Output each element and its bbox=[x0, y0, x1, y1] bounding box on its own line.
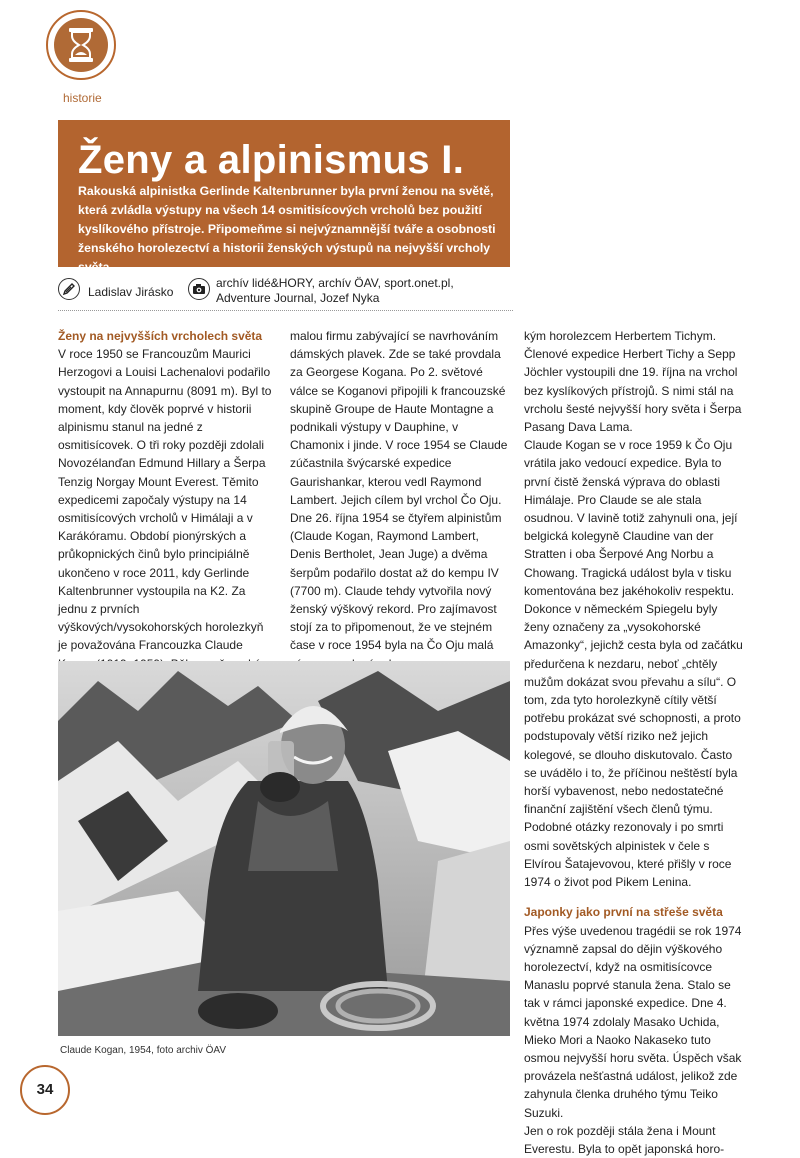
column-1 bbox=[58, 327, 276, 709]
article-header bbox=[58, 120, 510, 274]
column-1-text: V roce 1950 se Francouzům Maurici Herzogovi a Louisi Lachenalovi podařilo vystoupit na Annapurnu (8091 m). Byl to moment, kdy člověk poprvé v historii alpinismu stanul na jedné z osmitisícovek. O tři roky později zdolali Novozélanďan Edmund Hillary a Šerpa Tenzig Norgay Mount Everest. Těmito expedicemi započaly výstupy na 14 osmitisícových vrcholů v Himálaji a v Karákóramu. Období pionýrských a průkopnických činů bylo principiálně ukončeno v roce 2011, kdy Gerlinde Kaltenbrunner vystoupila na K2. Za jednu z prvních výškových/vysokohorských horolezkyň je považována Francouzka Claude bbox=[58, 347, 272, 653]
author-icon-badge bbox=[58, 278, 80, 300]
column-3-paragraph-2: Claude Kogan se v roce 1959 k Čo Oju vrátila jako vedoucí expedice. Byla to první čistě ženská výprava do oblasti Himálaje. Pro Claude se ale stala osudnou. V lavině totiž zahynuli ona, její belgická kolegyně Claudine van der Stratten i oba Šerpové Ang Norbu a Chowang. Tragická událost byla v tisku komentována bez jakéhokoliv respektu. Dokonce v německém Spiegelu byly ženy označeny za „vysokohorské Amazonky“, jejichž cesta byla od začátku předurčena k nezdaru, neboť „chtěly mužům dokázat svou převahu a sílu“. O tom, zda tyto horolezkyně cítily větší potřebu prokázat své schopnosti, a proto podstupovaly větší riziko než jejich kolegové, se dlouho diskutovalo. Často se uvádělo i to, že příčinou neštěstí byla horší vybavenost, nebo nedostatečné finanční zajištění všech členů týmu. Podobné otázky rezonovaly i po smrti osmi sovětských alpinistek v čele s Elvírou Šatajevovou, které přišly v roce 1974 o život pod Pikem Lenina. bbox=[524, 438, 743, 890]
section-label: historie bbox=[63, 91, 102, 105]
photo-illustration bbox=[58, 661, 510, 1036]
column-2 bbox=[290, 327, 510, 673]
credits-divider bbox=[58, 310, 513, 311]
column-3-paragraph-1: kým horolezcem Herbertem Tichym. Členové expedice Herbert Tichy a Sepp Jöchler vystoupili dne 19. října na vrchol bez kyslíkových přístrojů. S nimi stál na vrcholu šesté nejvyšší hory světa i Šerpa Pasang Dava Lama. bbox=[524, 329, 742, 435]
camera-icon bbox=[192, 282, 206, 296]
page-number-badge bbox=[20, 1065, 70, 1115]
section-badge bbox=[46, 10, 116, 80]
photo-caption: Claude Kogan, 1954, foto archiv ÖAV bbox=[60, 1045, 227, 1056]
section-heading: Ženy na nejvyšších vrcholech světa bbox=[58, 329, 263, 343]
column-3-paragraph-4: Jen o rok později stála žena i Mount Everestu. Byla to opět japonská horo- bbox=[524, 1123, 725, 1156]
column-3 bbox=[524, 327, 746, 1158]
section-badge-fill bbox=[54, 18, 108, 72]
article-lead: Rakouská alpinistka Gerlinde Kaltenbrunner byla první ženou na světě, která zvládla výstupy na všech 14 osmitisícových vrcholů bez použití kyslíkového přístroje. Připomeňme si nejvýznamnější tváře a osobnosti ženského horolezectví a historii ženských výstupů na nejvyšší vrcholy světa. bbox=[78, 184, 496, 274]
pen-icon bbox=[62, 282, 76, 296]
article-photo bbox=[58, 661, 510, 1036]
column-3-paragraph-3: Přes výše uvedenou tragédii se rok 1974 významně zapsal do dějin výškového horolezectví, když na osmitisícovce Manaslu poprvé stanula žena. Stalo se tak v rámci japonské expedice. Dne 4. května 1974 zdolaly Masako Uchida, Mieko Mori a Naoko Nakaseko tuto osmou nejvyšší horu světa. Úspěch však provázela nešťastná událost, jelikož zde zahynula členka druhého týmu Teiko Suzuki. bbox=[524, 923, 742, 1120]
column-2-text: malou firmu zabývající se navrhováním dámských plavek. Zde se také provdala za Georgese Kogana. Po 2. světové válce se Koganovi připojili k francouzské skupině Groupe de Haute Montagne a podnikali výstupy v Dauphine, v Chamonix i jinde. V roce 1954 se Claude zúčastnila švýcarské expedice Gaurishankar, kterou vedl Raymond Lambert. Jejich cílem byl vrchol Čo Oju. Dne 26. října 1954 se čtyřem alpinistům (Claude Kogan, Raymond Lambert, Denis Bertholet, Jean Juge) a dvěma šerpům podařilo dostat až do kempu IV (7700 m). Claude tehdy vytvořila nový ženský výškový rekord. Pro zajímavost stojí za to připomenout, že ve stejném čase v roce 1954 byla na Čo Oju malá bbox=[290, 329, 508, 653]
article-title: Ženy a alpinismus I. bbox=[78, 138, 465, 182]
page-number: 34 bbox=[36, 1081, 54, 1098]
section-heading-2: Japonky jako první na střeše světa bbox=[524, 905, 723, 920]
photo-credit-line-2: Adventure Journal, Jozef Nyka bbox=[216, 291, 380, 305]
hourglass-icon bbox=[66, 27, 96, 63]
photo-credit-icon-badge bbox=[188, 278, 210, 300]
author-name: Ladislav Jirásko bbox=[88, 285, 174, 299]
photo-credit-line-1: archív lidé&HORY, archív ÖAV, sport.onet.pl, bbox=[216, 276, 454, 290]
